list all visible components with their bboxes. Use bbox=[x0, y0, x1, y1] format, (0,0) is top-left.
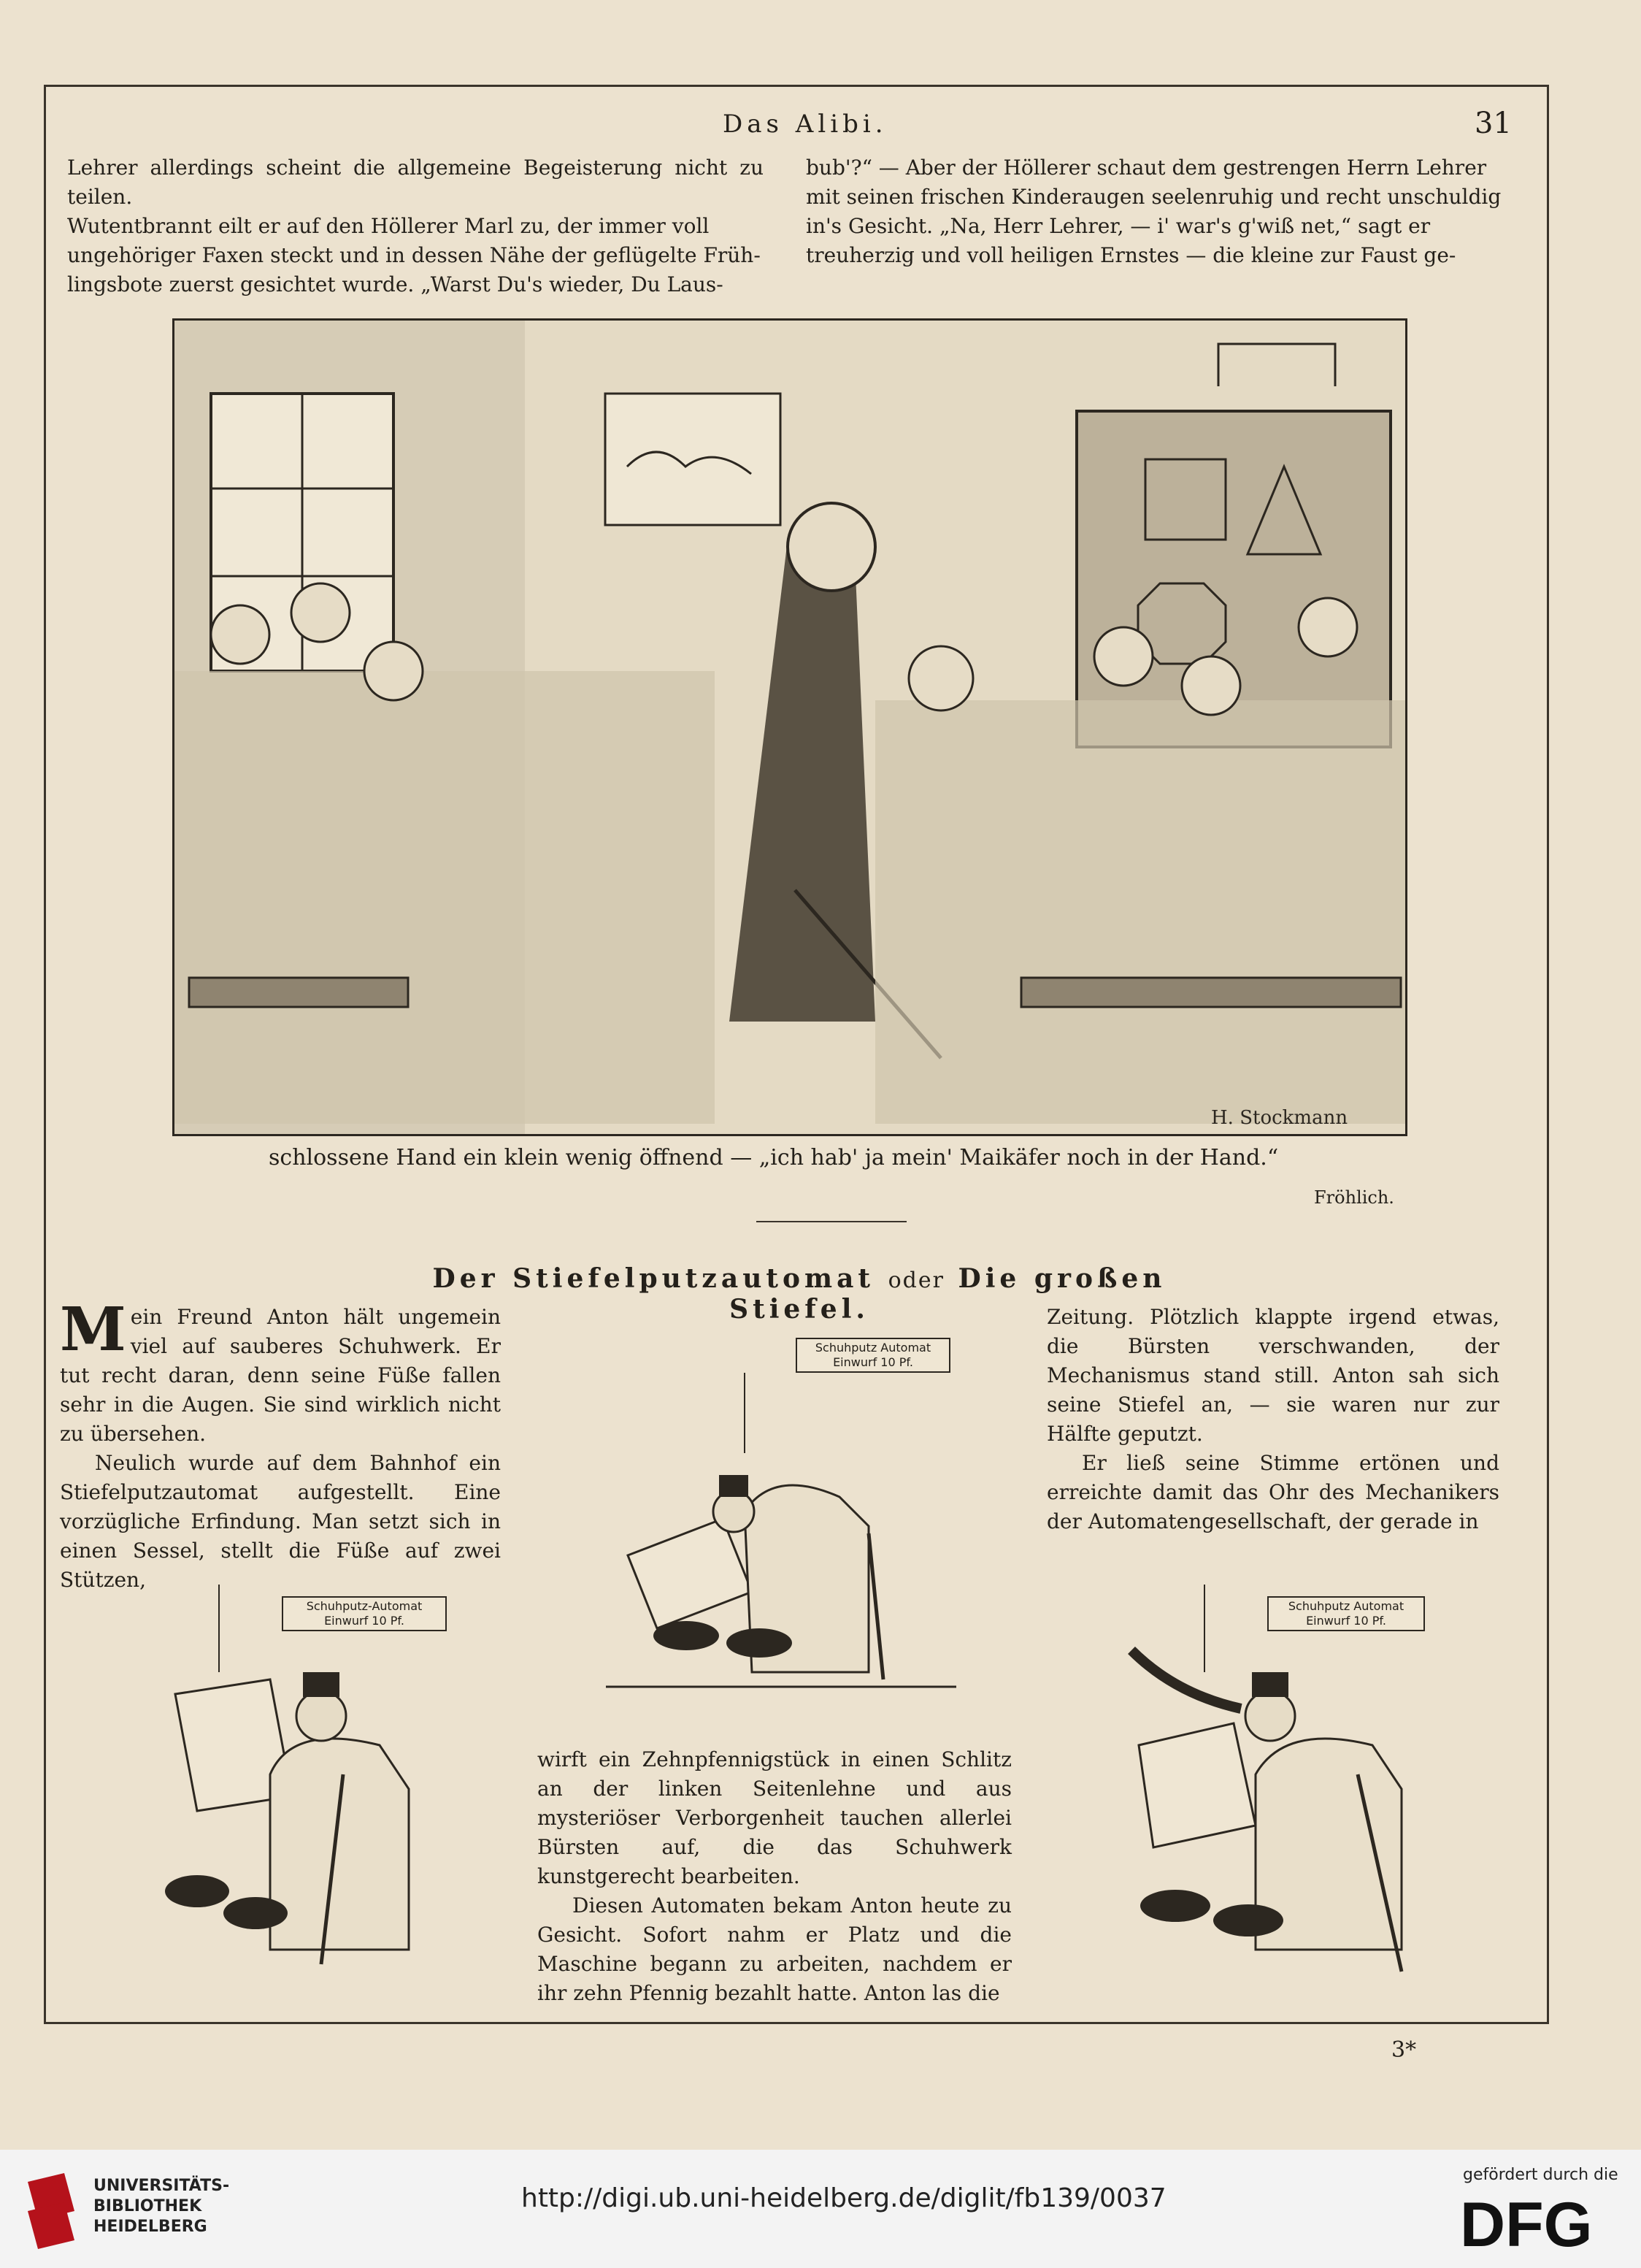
automat-sign-title: Schuhputz Automat bbox=[1288, 1599, 1404, 1613]
article-title-part2: Die großen Stiefel. bbox=[729, 1263, 1167, 1325]
story-column-left bbox=[67, 153, 764, 299]
automat-sign-title: Schuhputz Automat bbox=[815, 1341, 931, 1355]
article-paragraph: wirft ein Zehnpfennigstück in einen Schlitz an der linken Seitenlehne und aus mysteriöser Verborgenheit tauchen allerlei Bürsten auf, die das Schuhwerk kunstgerecht bearbeiten. bbox=[537, 1747, 1012, 1888]
automat-sign-price: Einwurf 10 Pf. bbox=[324, 1614, 404, 1628]
university-library-logo-icon bbox=[20, 2167, 82, 2255]
university-library-name bbox=[93, 2176, 229, 2237]
story-line: ungehöriger Faxen steckt und in dessen Nähe der geflügelte Früh- bbox=[67, 243, 761, 267]
story-line: mit seinen frischen Kinderaugen seelenruhig und recht unschuldig bbox=[806, 185, 1502, 209]
funding-note: gefördert durch die bbox=[1463, 2166, 1618, 2184]
permalink-url[interactable]: http://digi.ub.uni-heidelberg.de/diglit/fb139/0037 bbox=[521, 2183, 1167, 2213]
running-title: Das Alibi. bbox=[723, 110, 888, 139]
cartoon-sleeping bbox=[577, 1373, 985, 1716]
story-line: treuherzig und voll heiligen Ernstes — die kleine zur Faust ge- bbox=[806, 243, 1456, 267]
page-number: 31 bbox=[1475, 107, 1512, 140]
story-line: lingsbote zuerst gesichtet wurde. „Warst Du's wieder, Du Laus- bbox=[67, 272, 723, 296]
library-name-line: UNIVERSITÄTS- bbox=[93, 2177, 230, 2195]
classroom-illustration bbox=[172, 318, 1407, 1136]
article-column-middle bbox=[537, 1745, 1012, 2008]
cartoon-shouting bbox=[1088, 1585, 1453, 1979]
article-title-or: oder bbox=[888, 1268, 945, 1293]
library-name-line: BIBLIOTHEK bbox=[93, 2197, 202, 2215]
automat-sign-title: Schuhputz-Automat bbox=[306, 1599, 423, 1613]
story-line: bub'?“ — Aber der Höllerer schaut dem gestrengen Herrn Lehrer bbox=[806, 156, 1487, 180]
illustration-caption: schlossene Hand ein klein wenig öffnend — „ich hab' ja mein' Maikäfer noch in der Hand.“ bbox=[269, 1145, 1279, 1171]
story-column-right bbox=[806, 153, 1513, 270]
cartoon-reading-drawing bbox=[102, 1585, 460, 1979]
cartoon-reading bbox=[102, 1585, 460, 1979]
classroom-drawing bbox=[174, 321, 1405, 1134]
automat-sign bbox=[1267, 1596, 1425, 1631]
library-name-line: HEIDELBERG bbox=[93, 2218, 207, 2236]
article-paragraph: Zeitung. Plötzlich klappte irgend etwas, die Bürsten verschwanden, der Mechanismus stand still. Anton sah sich seine Stiefel an, — sie waren nur zur Hälfte geputzt. bbox=[1047, 1305, 1499, 1446]
article-paragraph: ein Freund Anton hält ungemein viel auf sauberes Schuhwerk. Er tut recht daran, denn seine Füße fallen sehr in die Augen. Sie sind wirklich nicht zu übersehen. bbox=[60, 1305, 501, 1446]
cartoon-sleeping-drawing bbox=[577, 1373, 985, 1716]
automat-sign-price: Einwurf 10 Pf. bbox=[833, 1355, 913, 1369]
viewer-footer-bar bbox=[0, 2150, 1641, 2268]
drop-cap: M bbox=[60, 1295, 126, 1365]
sheet-signature-mark: 3* bbox=[1391, 2037, 1417, 2063]
artist-signature: H. Stockmann bbox=[1211, 1107, 1348, 1129]
automat-sign bbox=[796, 1338, 950, 1373]
article-column-right bbox=[1047, 1303, 1499, 1536]
article-paragraph: Er ließ seine Stimme ertönen und erreichte damit das Ohr des Mechanikers der Automatengesellschaft, der gerade in bbox=[1047, 1451, 1499, 1533]
article-paragraph: Neulich wurde auf dem Bahnhof ein Stiefelputzautomat aufgestellt. Eine vorzügliche Erfindung. Man setzt sich in einen Sessel, stellt die Füße auf zwei Stützen, bbox=[60, 1451, 501, 1592]
automat-sign-price: Einwurf 10 Pf. bbox=[1306, 1614, 1386, 1628]
article-paragraph: Diesen Automaten bekam Anton heute zu Gesicht. Sofort nahm er Platz und die Maschine begann zu arbeiten, nachdem er ihr zehn Pfennig bezahlt hatte. Anton las die bbox=[537, 1893, 1012, 2005]
article-column-left bbox=[60, 1295, 501, 1595]
article-title-part1: Der Stiefelputzautomat bbox=[432, 1263, 875, 1294]
story-line: Wutentbrannt eilt er auf den Höllerer Marl zu, der immer voll bbox=[67, 214, 710, 238]
automat-sign bbox=[282, 1596, 447, 1631]
dfg-logo-icon bbox=[1460, 2189, 1619, 2255]
section-divider bbox=[756, 1221, 907, 1222]
story-line: Lehrer allerdings scheint die allgemeine Begeisterung nicht zu teilen. bbox=[67, 156, 764, 209]
story-line: in's Gesicht. „Na, Herr Lehrer, — i' war's g'wiß net,“ sagt er bbox=[806, 214, 1431, 238]
author-credit: Fröhlich. bbox=[1314, 1187, 1394, 1208]
cartoon-shouting-drawing bbox=[1088, 1585, 1453, 1979]
dfg-logo-text: DFG bbox=[1460, 2190, 1593, 2255]
